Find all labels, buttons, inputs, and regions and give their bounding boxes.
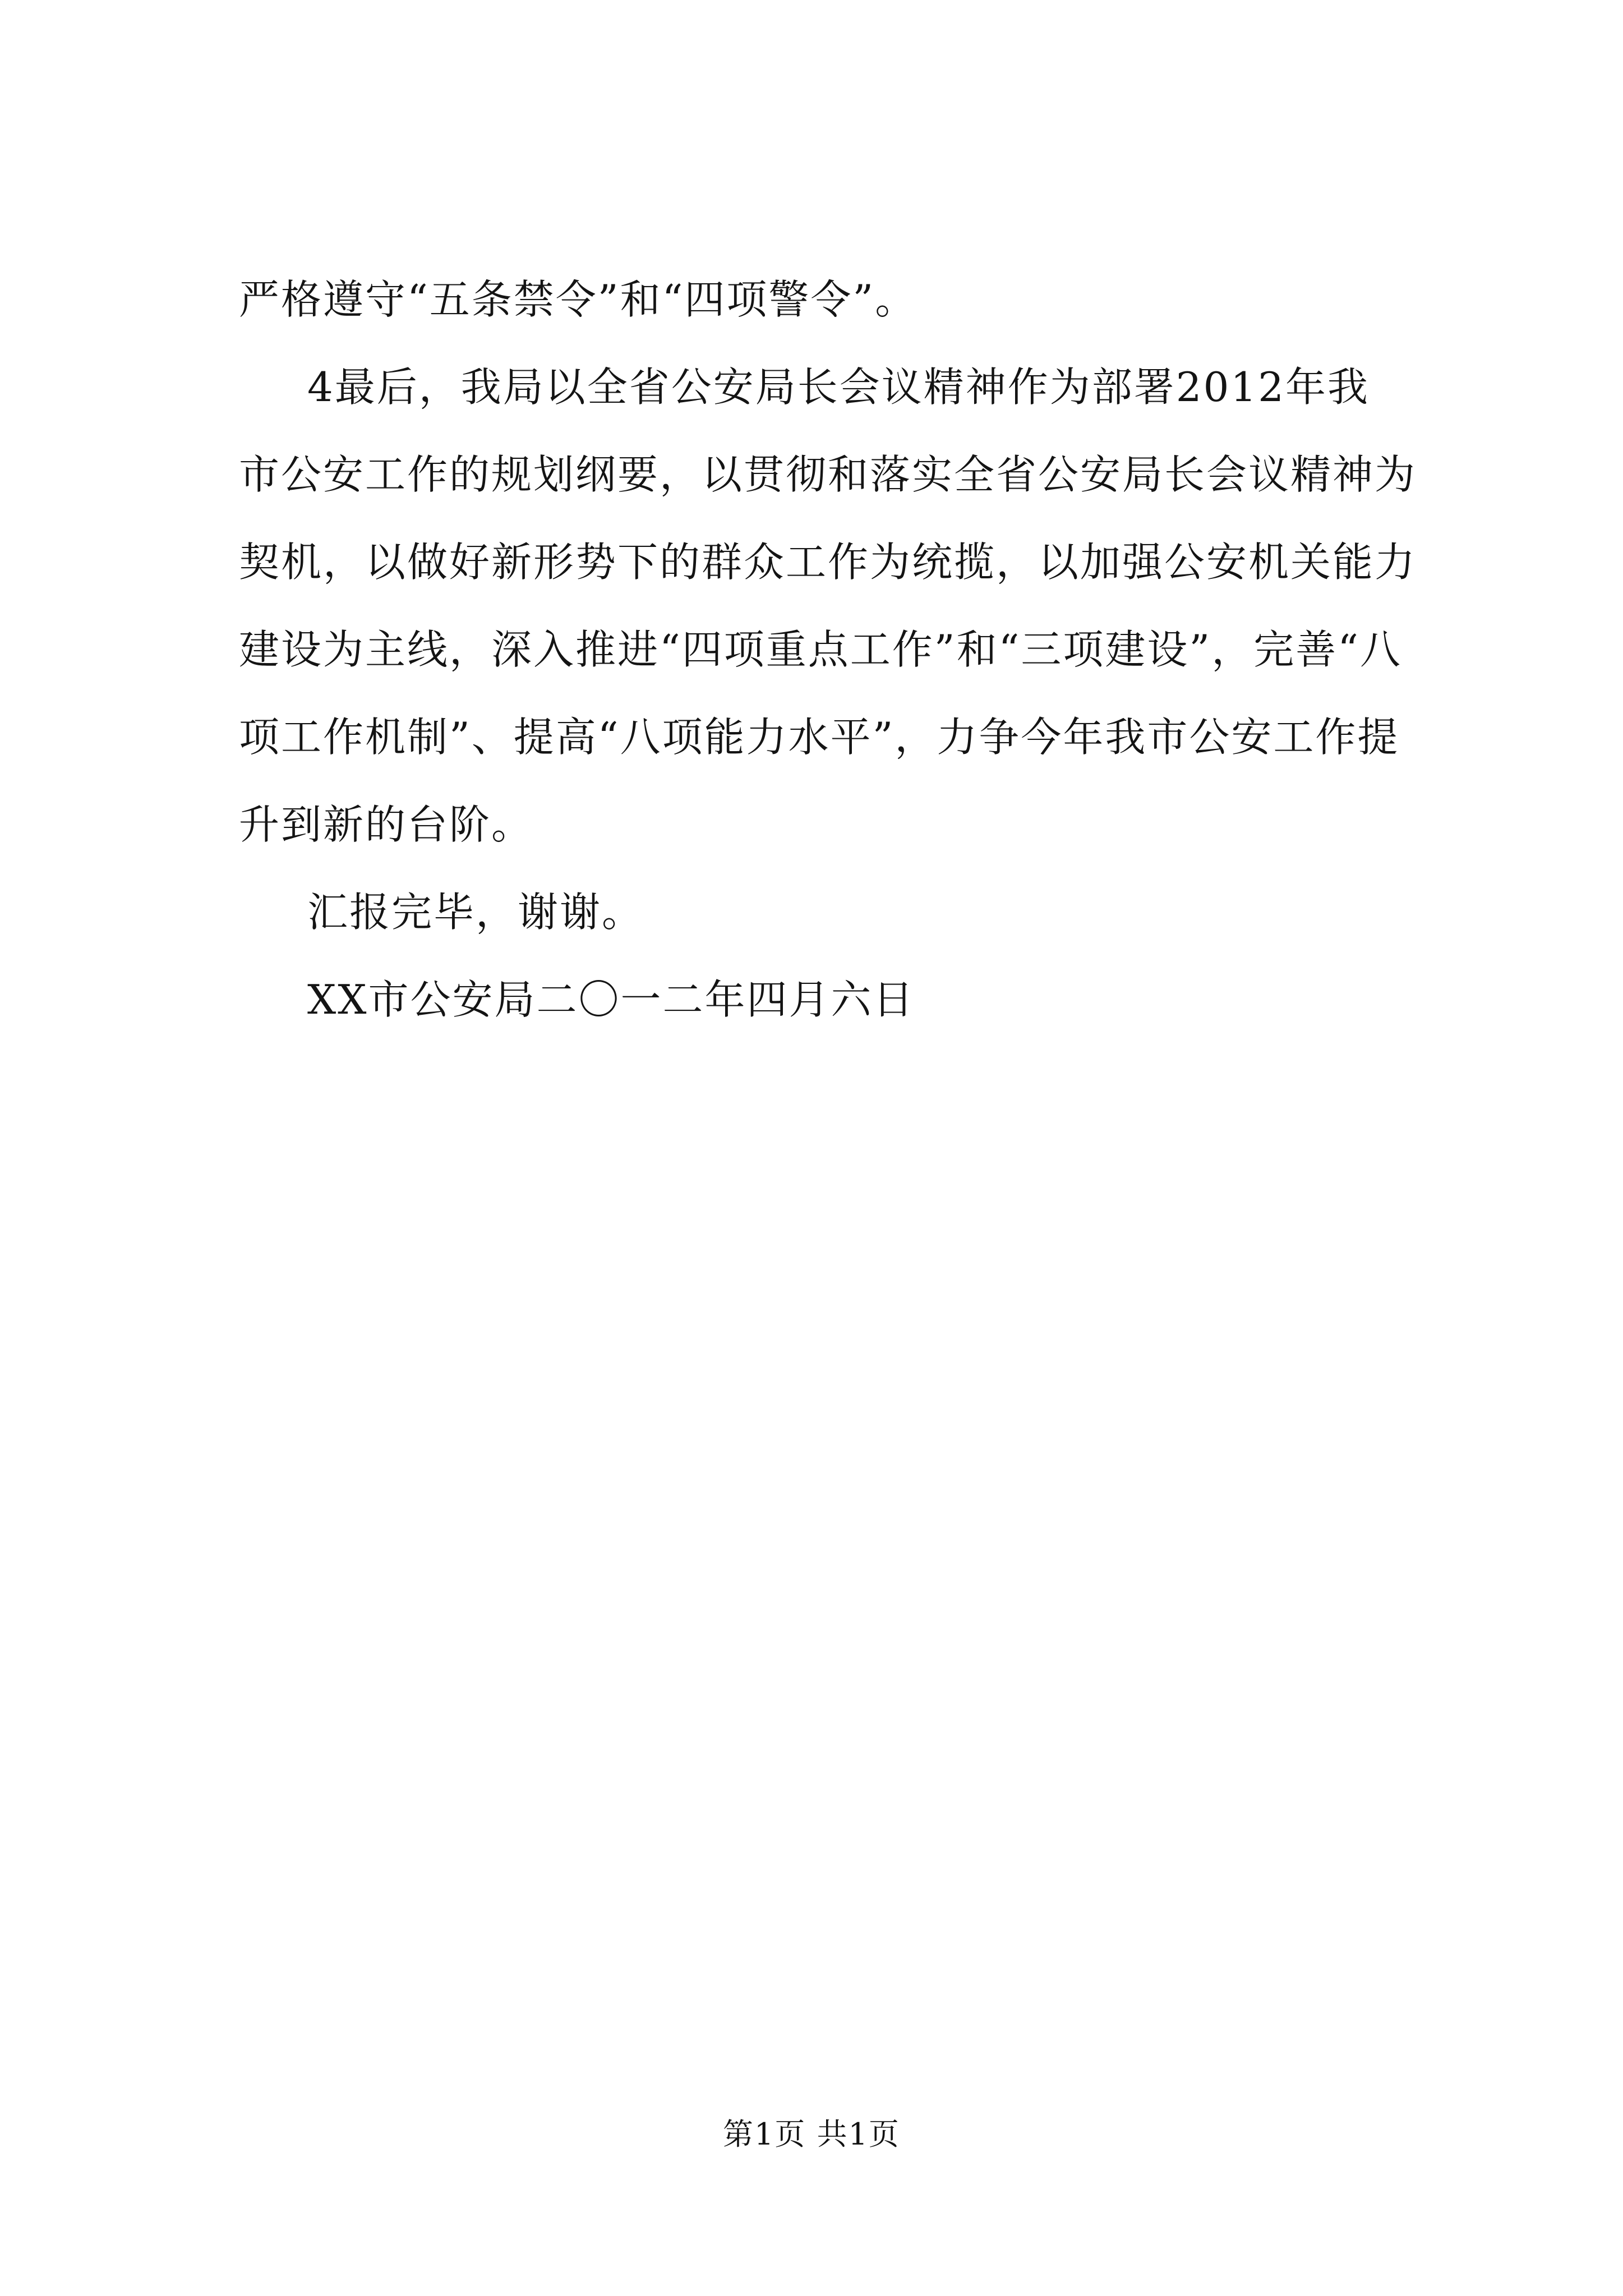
paragraph-line: 契机，以做好新形势下的群众工作为统揽，以加强公安机关能力	[239, 539, 1417, 586]
document-body	[239, 256, 1422, 1043]
paragraph-line: 建设为主线，深入推进“四项重点工作”和“三项建设”，完善“八	[239, 626, 1403, 673]
paragraph-line: 项工作机制”、提高“八项能力水平”，力争今年我市公安工作提	[239, 714, 1400, 761]
signature-line: XX市公安局二〇一二年四月六日	[307, 976, 915, 1023]
page-footer: 第1页 共1页	[723, 2116, 900, 2152]
paragraph-line: 严格遵守“五条禁令”和“四项警令”。	[239, 276, 917, 323]
paragraph-line: 升到新的台阶。	[239, 801, 534, 848]
paragraph-line: 市公安工作的规划纲要，以贯彻和落实全省公安局长会议精神为	[239, 451, 1417, 498]
closing-line: 汇报完毕，谢谢。	[307, 889, 644, 936]
paragraph-line: 4最后，我局以全省公安局长会议精神作为部署2012年我	[307, 364, 1370, 411]
